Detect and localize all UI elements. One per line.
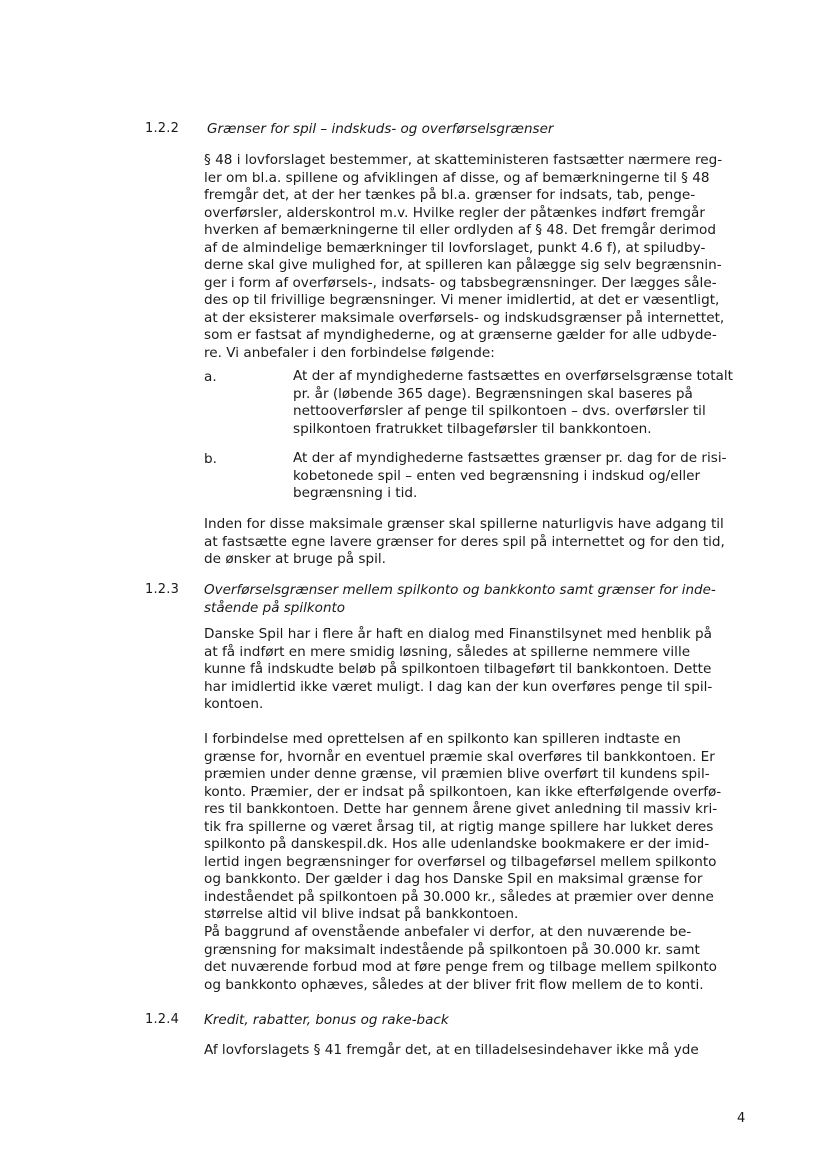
text-line: har imidlertid ikke været muligt. I dag kan der kun overføres penge til spil- [204,678,713,695]
list-label-a: a. [204,369,217,385]
text-line: Inden for disse maksimale grænser skal spillerne naturligvis have adgang til [204,516,724,532]
text-line: spilkonto på danskespil.dk. Hos alle udenlandske bookmakere er der imid- [204,836,710,852]
text-line: som er fastsat af myndighederne, og at grænserne gælder for alle udbyde- [204,327,717,343]
text-line: I forbindelse med oprettelsen af en spilkonto kan spilleren indtaste en [204,731,681,747]
text-line: Af lovforslagets § 41 fremgår det, at en tilladelsesindehaver ikke må yde [204,1042,699,1058]
paragraph-1-2-3-recommendation [204,924,756,994]
text-line: præmien under denne grænse, vil præmien blive overført til kundens spil- [204,766,710,782]
text-line: ger i form af overførsels-, indsats- og tabsbegrænsninger. Der lægges såle- [204,274,717,291]
text-line: At der af myndighederne fastsættes en overførselsgrænse totalt [293,368,733,384]
text-line: At der af myndighederne fastsættes grænser pr. dag for de risi- [293,450,727,466]
text-line: at få indført en mere smidig løsning, således at spillerne nemmere ville [204,643,691,660]
text-line: På baggrund af ovenstående anbefaler vi derfor, at den nuværende be- [204,924,692,940]
paragraph-1-2-4-intro [204,1042,756,1060]
text-line: konto. Præmier, der er indsat på spilkontoen, kan ikke efterfølgende overfø- [204,783,722,800]
paragraph-1-2-3-dialog [204,626,756,714]
text-line: res til bankkontoen. Dette har gennem årene givet anledning til massiv kri- [204,801,718,817]
section-number-1-2-2: 1.2.2 [145,121,180,136]
paragraph-1-2-2-closing [204,516,756,569]
section-heading-1-2-4: Kredit, rabatter, bonus og rake-back [204,1012,449,1028]
section-heading-1-2-3 [204,581,716,617]
text-line: kunne få indskudte beløb på spilkontoen tilbageført til bankkontoen. Dette [204,661,712,677]
section-number-1-2-4: 1.2.4 [145,1012,180,1027]
text-line: derne skal give mulighed for, at spilleren kan pålægge sig selv begrænsnin- [204,257,722,273]
text-line: spilkontoen fratrukket tilbageførsler til bankkontoen. [293,420,652,437]
text-line: at der eksisterer maksimale overførsels- og indskudsgrænser på internettet, [204,309,725,326]
text-line: begrænsning i tid. [293,485,418,501]
text-line: indeståendet på spilkontoen på 30.000 kr., således at præmier over denne [204,888,714,905]
text-line: ler om bl.a. spillene og afviklingen af disse, og af bemærkningerne til § 48 [204,169,710,186]
list-item-b [293,450,758,503]
text-line: tik fra spillerne og været årsag til, at rigtig mange spillere har lukket deres [204,818,714,835]
section-heading-1-2-2: Grænser for spil – indskuds- og overførselsgrænser [207,121,554,137]
list-label-b: b. [204,451,217,467]
text-line: det nuværende forbud mod at føre penge frem og tilbage mellem spilkonto [204,959,717,975]
text-line: at fastsætte egne lavere grænser for deres spil på internettet og for den tid, [204,533,725,550]
heading-line: Overførselsgrænser mellem spilkonto og bankkonto samt grænser for inde- [204,582,716,598]
text-line: kontoen. [204,696,264,712]
heading-line: stående på spilkonto [204,600,346,616]
text-line: og bankkonto. Der gælder i dag hos Danske Spil en maksimal grænse for [204,871,703,887]
text-line: hverken af bemærkningerne til eller ordlyden af § 48. Det fremgår derimod [204,222,716,238]
text-line: af de almindelige bemærkninger til lovforslaget, punkt 4.6 f), at spiludby- [204,239,706,256]
text-line: pr. år (løbende 365 dage). Begrænsningen skal baseres på [293,385,693,402]
text-line: fremgår det, at der her tænkes på bl.a. grænser for indsats, tab, penge- [204,187,696,203]
text-line: des op til frivillige begrænsninger. Vi mener imidlertid, at det er væsentligt, [204,292,720,308]
text-line: nettooverførsler af penge til spilkontoen – dvs. overførsler til [293,403,706,419]
text-line: og bankkonto ophæves, således at der bliver frit flow mellem de to konti. [204,976,704,993]
text-line: de ønsker at bruge på spil. [204,551,386,567]
text-line: Danske Spil har i flere år haft en dialog med Finanstilsynet med henblik på [204,626,712,642]
text-line: re. Vi anbefaler i den forbindelse følgende: [204,344,495,361]
text-line: lertid ingen begrænsninger for overførsel og tilbageførsel mellem spilkonto [204,853,717,870]
text-line: § 48 i lovforslaget bestemmer, at skatteministeren fastsætter nærmere reg- [204,152,723,168]
text-line: overførsler, alderskontrol m.v. Hvilke regler der påtænkes indført fremgår [204,204,705,221]
text-line: kobetonede spil – enten ved begrænsning i indskud og/eller [293,467,701,484]
text-line: størrelse altid vil blive indsat på bankkontoen. [204,906,519,922]
paragraph-1-2-3-spilkonto [204,731,756,924]
page-number: 4 [737,1111,746,1126]
list-item-a [293,368,758,438]
text-line: grænse for, hvornår en eventuel præmie skal overføres til bankkontoen. Er [204,748,715,765]
section-number-1-2-3: 1.2.3 [145,582,180,597]
text-line: grænsning for maksimalt indestående på spilkontoen på 30.000 kr. samt [204,941,700,958]
paragraph-1-2-2-intro [204,152,756,362]
